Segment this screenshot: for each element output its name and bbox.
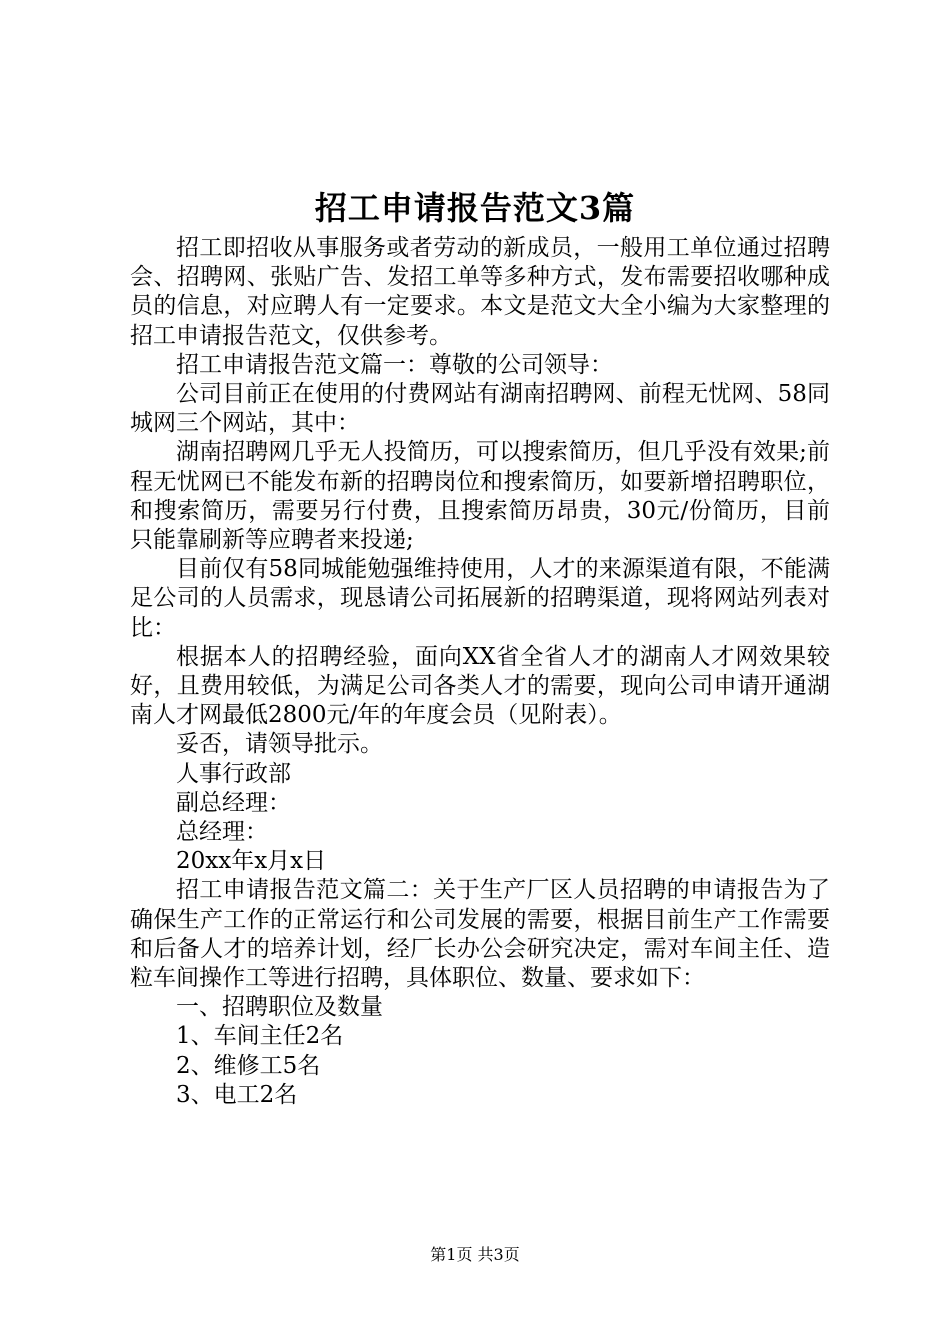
document-date: 20xx年x月x日 <box>176 848 327 875</box>
sample-two-paragraph: 招工申请报告范文篇二：关于生产厂区人员招聘的申请报告为了确保生产工作的正常运行和公司发展的需要，根据目前生产工作需要和后备人才的培养计划，经厂长办公会研究决定，需对车间主任、造粒车间操作工等进行招聘，具体职位、数量、要求如下： <box>130 877 830 992</box>
body-paragraph: 公司目前正在使用的付费网站有湖南招聘网、前程无忧网、58同城网三个网站，其中： <box>130 381 830 437</box>
sample-one-heading: 招工申请报告范文篇一：尊敬的公司领导： <box>176 351 613 378</box>
list-item: 1、车间主任2名 <box>176 1023 344 1050</box>
deputy-manager-signature: 副总经理： <box>176 789 291 816</box>
list-item: 3、电工2名 <box>176 1081 298 1108</box>
approval-request: 妥否，请领导批示。 <box>176 731 383 758</box>
document-title: 招工申请报告范文3篇 <box>314 189 636 227</box>
section-heading: 一、招聘职位及数量 <box>176 994 383 1021</box>
page-number-footer: 第1页 共3页 <box>430 1245 520 1264</box>
document-body <box>130 234 830 1110</box>
body-paragraph: 目前仅有58同城能勉强维持使用，人才的来源渠道有限，不能满足公司的人员需求，现恳请公司拓展新的招聘渠道，现将网站列表对比： <box>130 556 830 641</box>
intro-paragraph: 招工即招收从事服务或者劳动的新成员，一般用工单位通过招聘会、招聘网、张贴广告、发招工单等多种方式，发布需要招收哪种成员的信息，对应聘人有一定要求。本文是范文大全小编为大家整理的招工申请报告范文，仅供参考。 <box>130 235 830 349</box>
general-manager-signature: 总经理： <box>176 819 268 846</box>
list-item: 2、维修工5名 <box>176 1052 321 1079</box>
department-signature: 人事行政部 <box>176 760 291 787</box>
body-paragraph: 湖南招聘网几乎无人投简历，可以搜索简历，但几乎没有效果;前程无忧网已不能发布新的招聘岗位和搜索简历，如要新增招聘职位，和搜索简历，需要另行付费，且搜索简历昂贵，30元/份简历，目前只能靠刷新等应聘者来投递; <box>130 439 830 554</box>
body-paragraph: 根据本人的招聘经验，面向XX省全省人才的湖南人才网效果较好，且费用较低，为满足公司各类人才的需要，现向公司申请开通湖南人才网最低2800元/年的年度会员（见附表）。 <box>130 643 830 729</box>
